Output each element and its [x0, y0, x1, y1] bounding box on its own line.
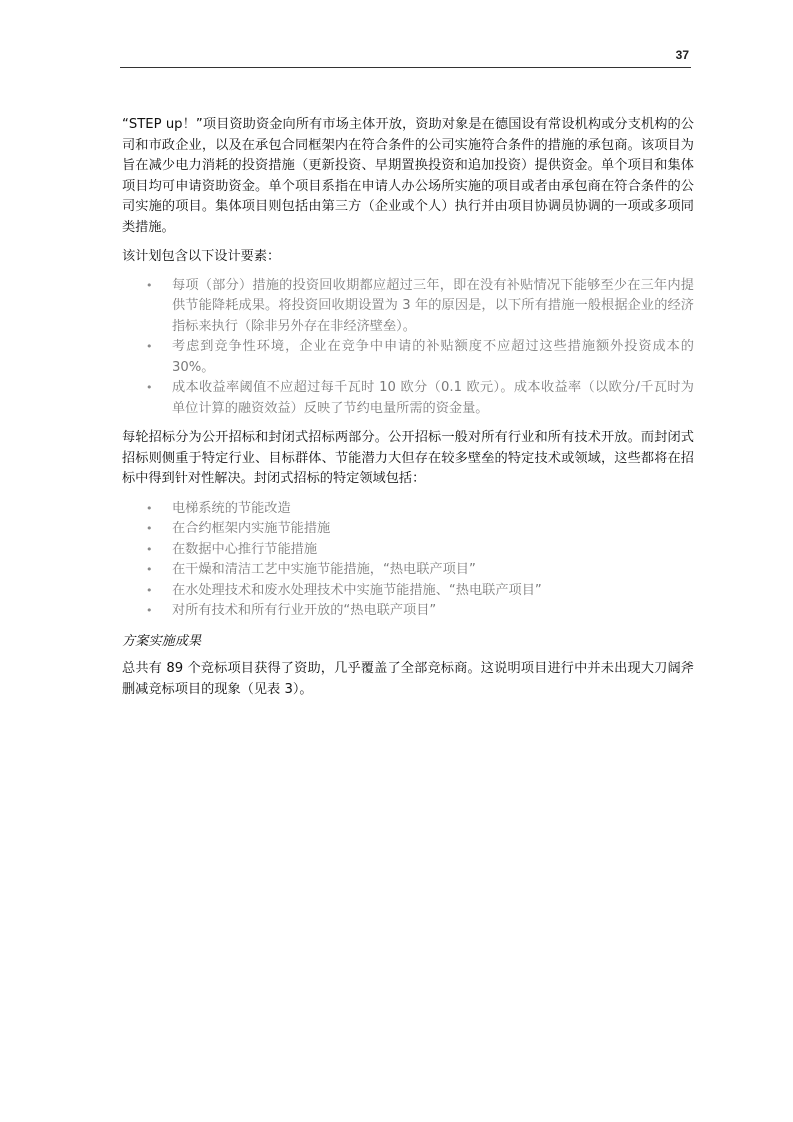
- header-divider: [120, 67, 691, 68]
- list-item-text: 在数据中心推行节能措施: [172, 541, 318, 557]
- list-item: [122, 601, 694, 622]
- intro-paragraph: “STEP up！”项目资助资金向所有市场主体开放，资助对象是在德国设有常设机构或分支机构的公司和市政企业，以及在承包合同框架内在符合条件的公司实施符合条件的措施的承包商。该项目为旨在减少电力消耗的投资措施（更新投资、早期置换投资和追加投资）提供资金。单个项目和集体项目均可申请资助资金。单个项目系指在申请人办公场所实施的项目或者由承包商在符合条件的公司实施的项目。集体项目则包括由第三方（企业或个人）执行并由项目协调员协调的一项或多项同类措施。: [122, 117, 694, 235]
- results-heading: 方案实施成果: [122, 633, 202, 649]
- bullet-icon: •: [146, 278, 153, 292]
- list-item-text: 考虑到竞争性环境，企业在竞争中申请的补贴额度不应超过这些措施额外投资成本的 30%。: [172, 339, 694, 375]
- bullet-icon: •: [146, 563, 153, 576]
- tender-paragraph: 每轮招标分为公开招标和封闭式招标两部分。公开招标一般对所有行业和所有技术开放。而封闭式招标则侧重于特定行业、目标群体、节能潜力大但存在较多壁垒的特定技术或领域，这些都将在招标中得到针对性解决。封闭式招标的特定领域包括：: [122, 430, 694, 486]
- bullet-icon: •: [146, 542, 153, 556]
- list-item: [122, 560, 694, 581]
- bullet-icon: •: [146, 522, 153, 535]
- list-item-text: 每项（部分）措施的投资回收期都应超过三年，即在没有补贴情况下能够至少在三年内提供节能降耗成果。将投资回收期设置为 3 年的原因是，以下所有措施一般根据企业的经济指标来执行（除非另外存在非经济壁垒）。: [172, 277, 694, 334]
- design-elements-list: [122, 276, 694, 420]
- list-item: [122, 519, 694, 540]
- results-paragraph: 总共有 89 个竞标项目获得了资助，几乎覆盖了全部竞标商。这说明项目进行中并未出现大刀阔斧删减竞标项目的现象（见表 3）。: [122, 661, 694, 697]
- list-item-text: 在合约框架内实施节能措施: [172, 521, 331, 536]
- list-item: [122, 337, 694, 378]
- list-item: [122, 581, 694, 602]
- list-item: [122, 499, 694, 520]
- list-item-text: 电梯系统的节能改造: [172, 500, 291, 516]
- list-item-text: 在水处理技术和废水处理技术中实施节能措施、“热电联产项目”: [172, 582, 542, 598]
- bullet-icon: •: [146, 340, 153, 353]
- bullet-icon: •: [146, 381, 153, 394]
- bullet-icon: •: [146, 604, 153, 617]
- document-body: [122, 115, 694, 700]
- design-elements-lead: 该计划包含以下设计要素：: [122, 249, 281, 264]
- page-number: 37: [675, 48, 689, 62]
- bullet-icon: •: [146, 501, 153, 515]
- bullet-icon: •: [146, 583, 153, 597]
- list-item-text: 对所有技术和所有行业开放的“热电联产项目”: [172, 603, 437, 618]
- list-item-text: 成本收益率阈值不应超过每千瓦时 10 欧分（0.1 欧元）。成本收益率（以欧分/千瓦时为单位计算的融资效益）反映了节约电量所需的资金量。: [172, 380, 694, 416]
- list-item-text: 在干燥和清洁工艺中实施节能措施，“热电联产项目”: [172, 562, 476, 577]
- list-item: [122, 276, 694, 338]
- list-item: [122, 378, 694, 419]
- closed-tender-fields-list: [122, 499, 694, 622]
- list-item: [122, 540, 694, 561]
